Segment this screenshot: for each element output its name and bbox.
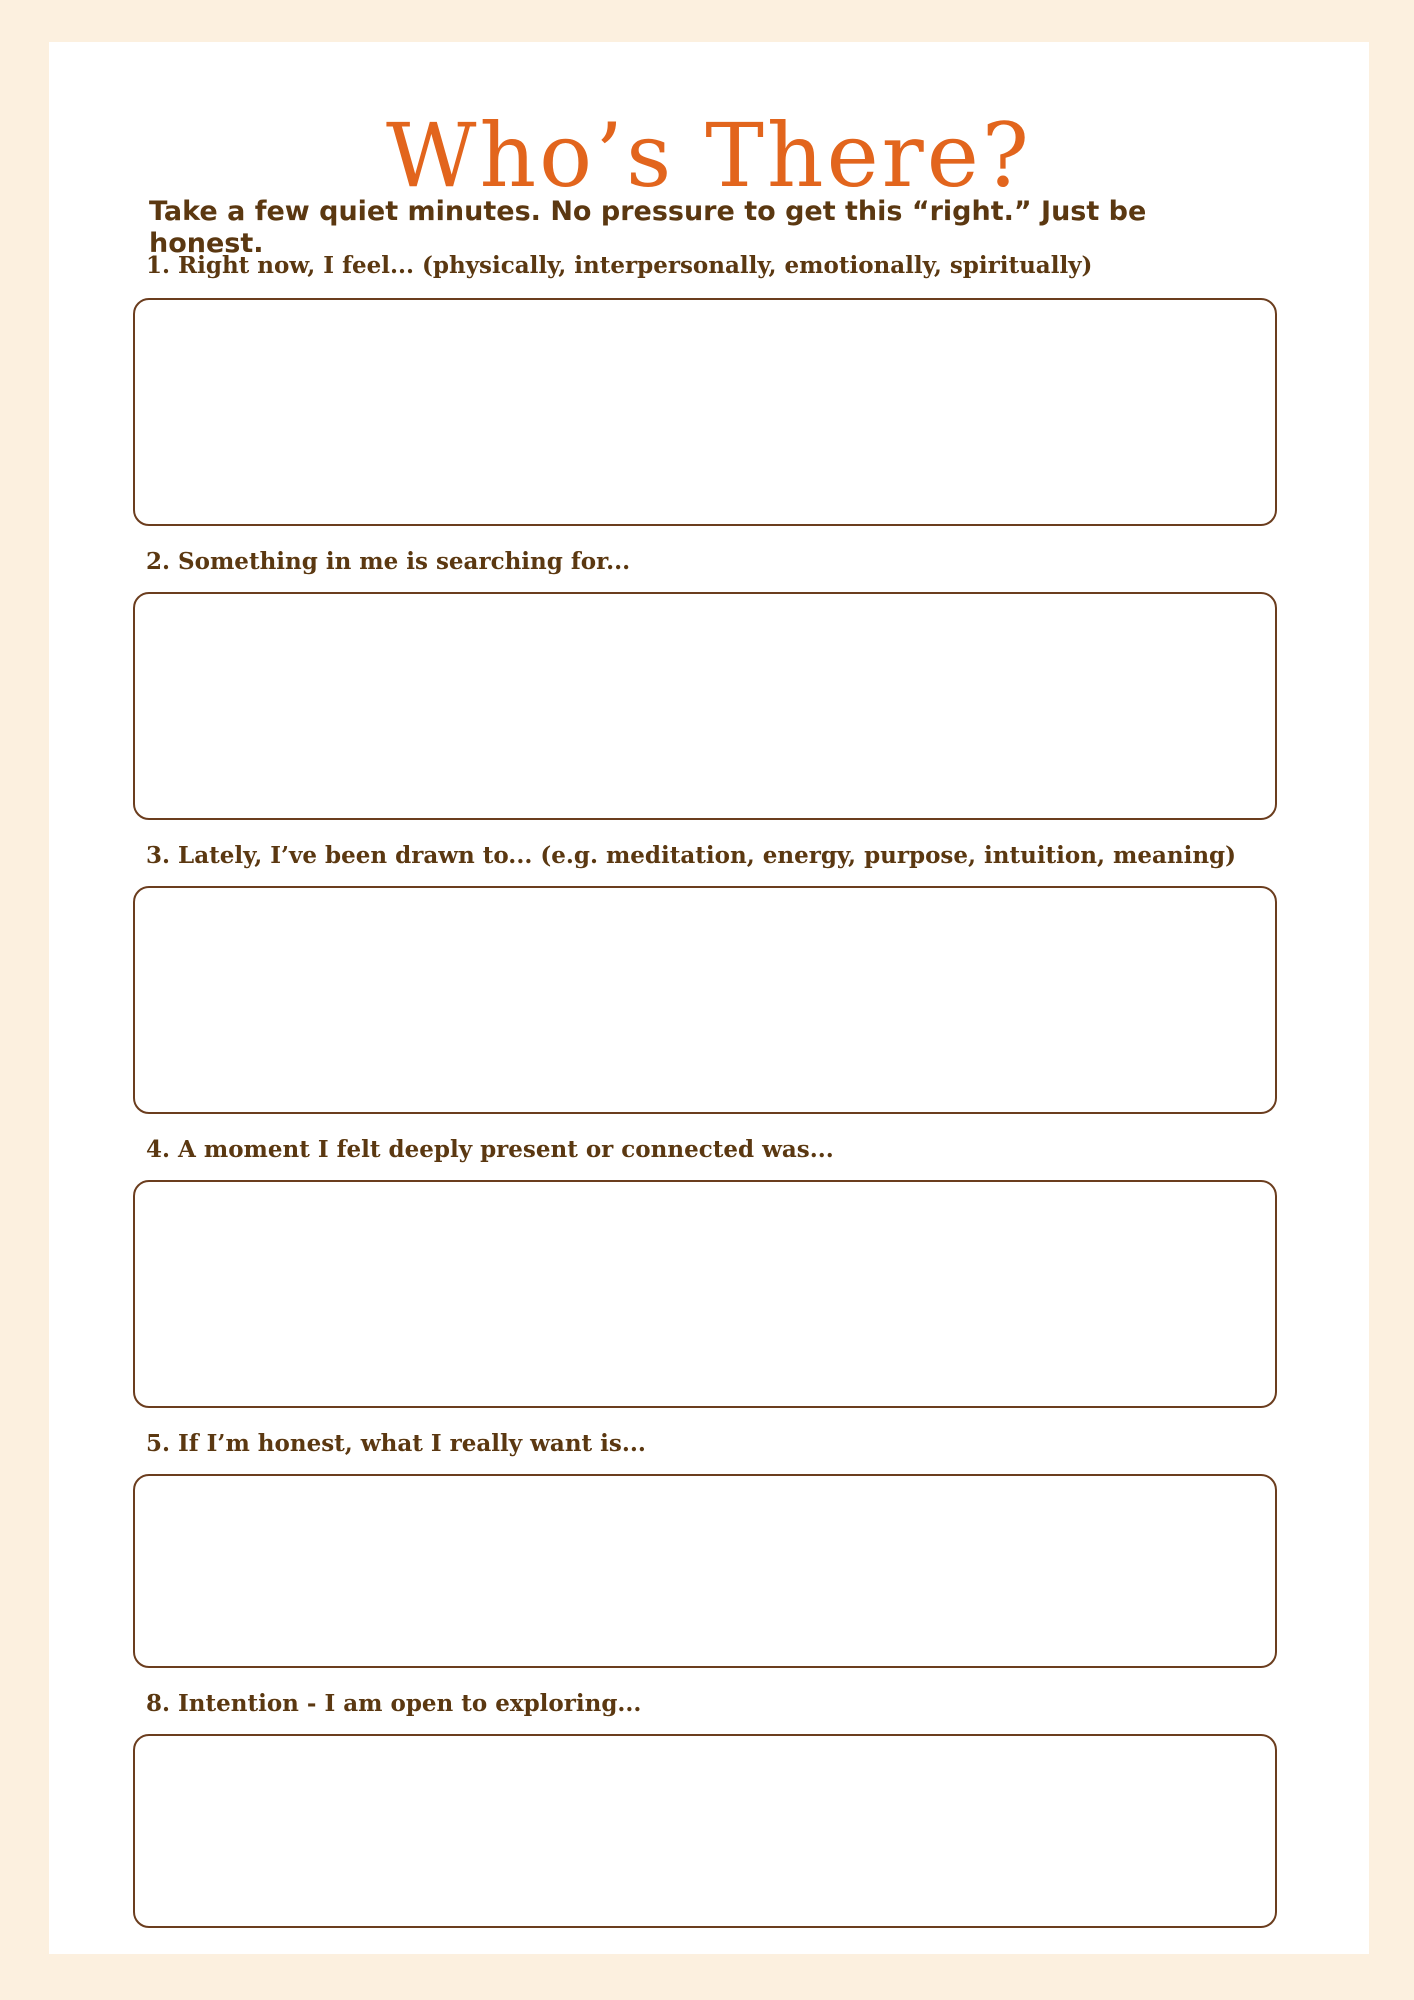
page-title: Who’s There? — [386, 104, 1032, 207]
instructions: Take a few quiet minutes. No pressure to get this “right.” Just be honest. — [149, 196, 1147, 260]
worksheet-page — [49, 42, 1369, 1954]
prompt-label-3 — [146, 842, 1296, 870]
answer-box-5[interactable] — [133, 1474, 1277, 1668]
prompt-label-2 — [146, 548, 1296, 576]
prompt-text: 4. A moment I felt deeply present or connected was... — [146, 1136, 834, 1163]
answer-box-1[interactable] — [133, 298, 1277, 526]
prompt-text: 8. Intention - I am open to exploring... — [146, 1690, 642, 1717]
prompt-label-5 — [146, 1430, 1296, 1458]
prompt-text: 5. If I’m honest, what I really want is... — [146, 1430, 646, 1457]
answer-box-3[interactable] — [133, 886, 1277, 1114]
prompt-label-1 — [146, 252, 1296, 280]
answer-box-2[interactable] — [133, 592, 1277, 820]
prompt-text: 2. Something in me is searching for... — [146, 548, 631, 575]
prompt-text: 1. Right now, I feel... — [146, 252, 414, 279]
prompt-hint: (e.g. meditation, energy, purpose, intuition, meaning) — [532, 842, 1237, 869]
prompt-label-4 — [146, 1136, 1296, 1164]
answer-box-4[interactable] — [133, 1180, 1277, 1408]
prompt-label-8 — [146, 1690, 1296, 1718]
answer-box-8[interactable] — [133, 1734, 1277, 1928]
prompt-text: 3. Lately, I’ve been drawn to... — [146, 842, 533, 869]
prompt-hint: (physically, interpersonally, emotionally, spiritually) — [414, 252, 1093, 279]
